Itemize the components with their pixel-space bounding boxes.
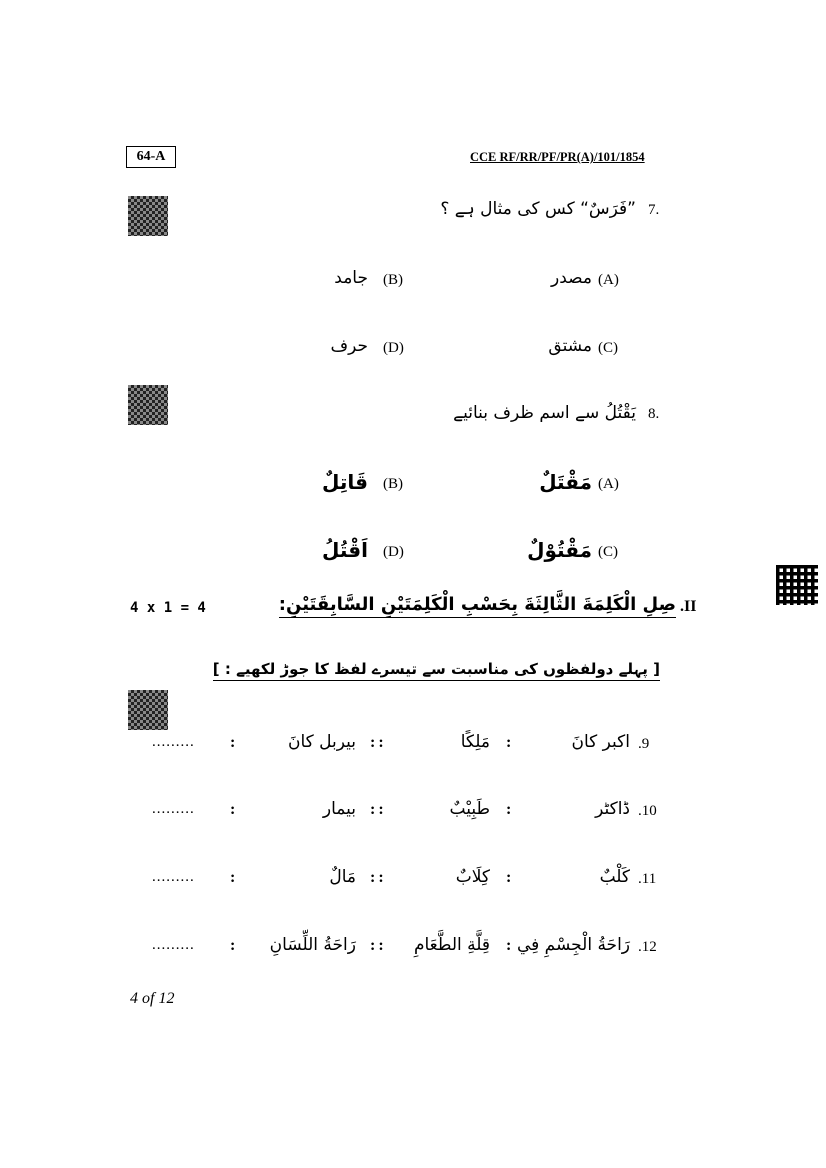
option-label: (B) xyxy=(383,272,403,288)
analogy-number: .11 xyxy=(638,871,657,887)
option-label: (A) xyxy=(598,476,619,492)
separator: : xyxy=(230,937,236,954)
analogy-term-c: بیربل کانَ xyxy=(287,732,356,752)
separator: : xyxy=(506,801,512,818)
option-label: (C) xyxy=(598,544,618,560)
separator: :: xyxy=(370,734,387,751)
option-label: (B) xyxy=(383,476,403,492)
section-instruction: [ پہلے دولفظوں کی مناسبت سے تیسرے لفظ کا جوڑ لکھیے : ] xyxy=(213,660,660,681)
separator: : xyxy=(230,801,236,818)
question-text: يَقْتُلُ سے اسم ظرف بنائیے xyxy=(453,403,636,423)
analogy-term-c: مَالٌ xyxy=(329,867,356,887)
separator: : xyxy=(506,869,512,886)
option-text: مَقْتُوْلٌ xyxy=(527,538,592,562)
analogy-term-b: قِلَّةِ الطَّعَامِ xyxy=(413,935,490,955)
option-label: (A) xyxy=(598,272,619,288)
option-label: (D) xyxy=(383,544,404,560)
option-text: مَقْتَلٌ xyxy=(539,470,592,494)
qr-code-icon xyxy=(128,690,168,730)
answer-blank: ......... xyxy=(152,801,195,817)
qr-code-icon xyxy=(128,196,168,236)
question-number: 7. xyxy=(648,202,660,218)
separator: : xyxy=(230,734,236,751)
analogy-term-a: ڈاکٹر xyxy=(595,799,630,819)
analogy-term-c: بیمار xyxy=(322,799,356,819)
answer-blank: ......... xyxy=(152,734,195,750)
qr-code-icon xyxy=(128,385,168,425)
analogy-term-b: كِلَابٌ xyxy=(455,867,490,887)
answer-blank: ......... xyxy=(152,869,195,885)
answer-blank: ......... xyxy=(152,937,195,953)
qr-code-icon xyxy=(776,565,818,605)
section-marks: 4 x 1 = 4 xyxy=(130,600,206,616)
separator: :: xyxy=(370,937,387,954)
separator: : xyxy=(230,869,236,886)
option-label: (D) xyxy=(383,340,404,356)
paper-code: 64-A xyxy=(126,146,176,168)
question-text: ”فَرَسٌ“ کس کی مثال ہے ؟ xyxy=(440,199,636,219)
section-title: صِلِ الْكَلِمَةَ الثَّالِثَةَ بِحَسْبِ الْكَلِمَتَيْنِ السَّابِقَتَيْنِ: xyxy=(279,594,676,618)
option-text: مشتق xyxy=(548,336,592,356)
analogy-term-a: اکبر کانَ xyxy=(571,732,630,752)
separator: :: xyxy=(370,869,387,886)
analogy-number: .10 xyxy=(638,803,657,819)
exam-code: CCE RF/RR/PF/PR(A)/101/1854 xyxy=(470,150,645,164)
analogy-term-a: رَاحَةُ الْجِسْمِ فِي xyxy=(516,935,630,955)
option-text: مصدر xyxy=(551,268,592,288)
option-label: (C) xyxy=(598,340,618,356)
separator: :: xyxy=(370,801,387,818)
analogy-term-b: مَلِكًا xyxy=(460,732,490,752)
option-text: حرف xyxy=(330,336,368,356)
analogy-term-a: كَلْبٌ xyxy=(599,867,630,887)
separator: : xyxy=(506,734,512,751)
question-number: 8. xyxy=(648,406,660,422)
analogy-number: .9 xyxy=(638,736,650,752)
option-text: اَقْتُلُ xyxy=(322,538,368,562)
analogy-number: .12 xyxy=(638,939,657,955)
section-number: .II xyxy=(680,598,697,615)
option-text: قَاتِلٌ xyxy=(322,470,368,494)
option-text: جامد xyxy=(334,268,368,288)
analogy-term-b: طَبِيْبٌ xyxy=(449,799,490,819)
analogy-term-c: رَاحَةُ اللِّسَانِ xyxy=(269,935,356,955)
page-number: 4 of 12 xyxy=(130,990,175,1007)
separator: : xyxy=(506,937,512,954)
